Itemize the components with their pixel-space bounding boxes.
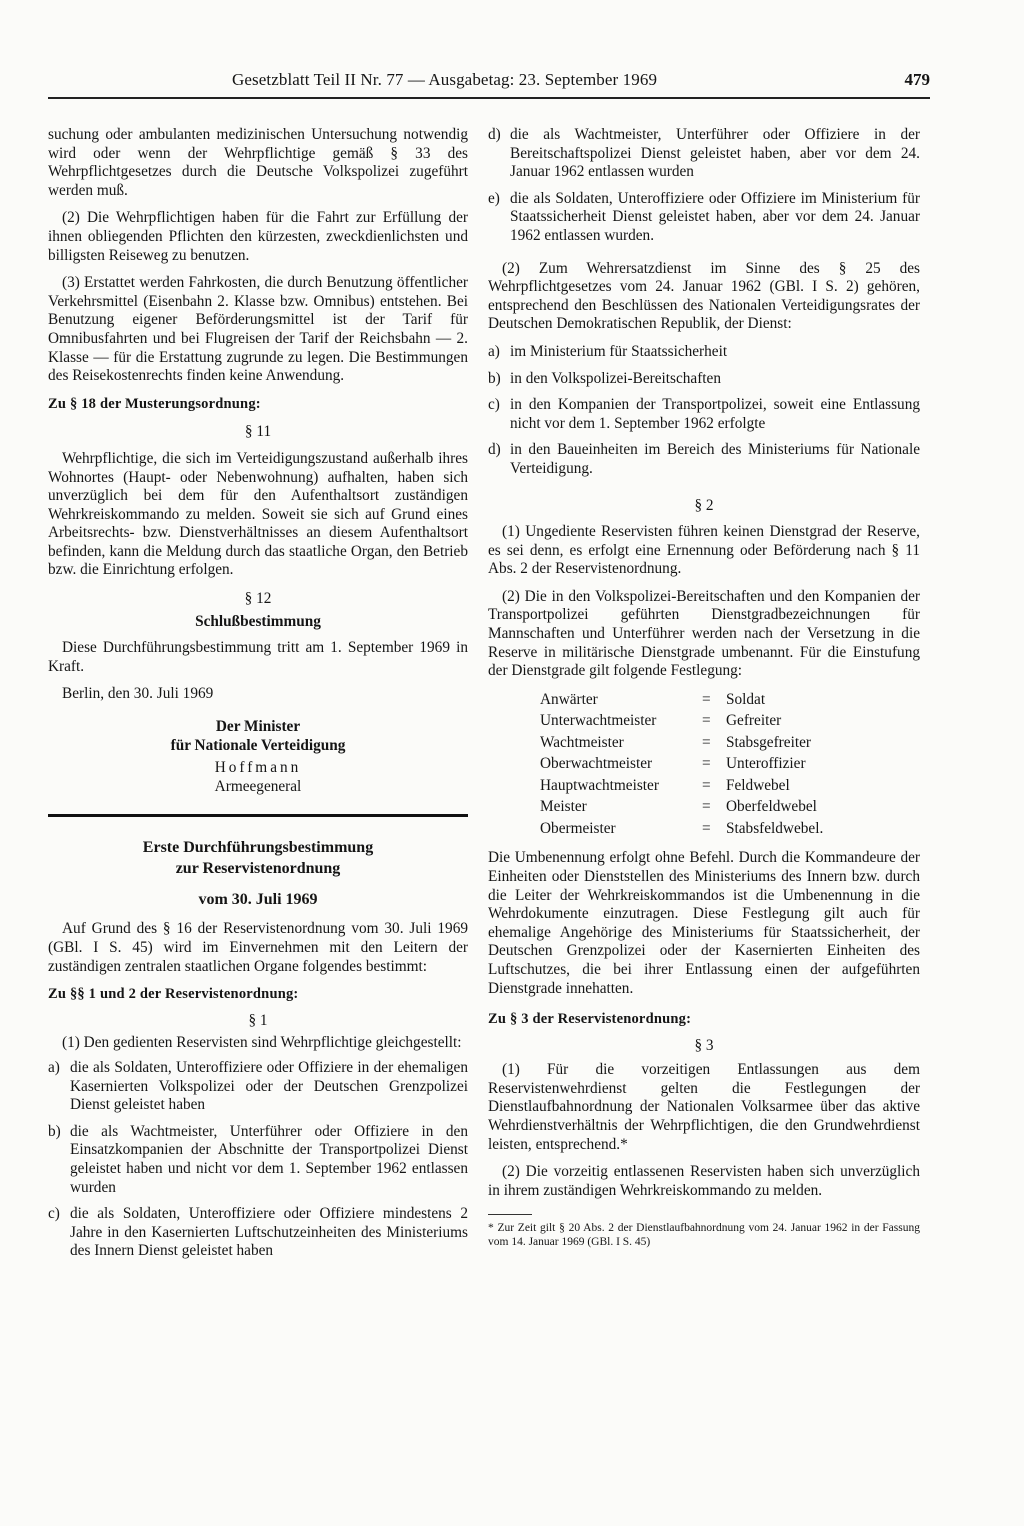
paragraph: (1) Ungediente Reservisten führen keinen Dienstgrad der Reserve, es sei denn, es erfolgt eine Ernennung oder Beförderung nach § 11 Abs. 2 der Reservistenordnung. xyxy=(488,523,920,578)
paragraph: Wehrpflichtige, die sich im Verteidigungszustand außerhalb ihres Wohnortes (Haupt- oder Nebenwohnung) aufhalten, haben sich unverzüglich bei dem für den Aufenthaltsort zuständigen Wehrkreiskommando zu melden. Soweit sie sich auf Grund eines Arbeitsrechts- bzw. Dienstverhältnisses an diesem Aufenthaltsort befinden, kann die Meldung durch das staatliche Organ, den Betrieb bzw. die Einrichtung erfolgen. xyxy=(48,449,468,579)
list-text: die als Wachtmeister, Unterführer oder Offiziere in der Bereitschaftspolizei Dienst geleistet haben, aber vor dem 24. Januar 1962 entlassen wurden xyxy=(510,126,920,181)
page-header xyxy=(48,70,930,98)
paragraph: (2) Die in den Volkspolizei-Bereitschaften und den Kompanien der Transportpolizei geführten Dienstgradbezeichnungen für Mannschaften und Unterführer werden nach der Versetzung in die Reserve in militärische Dienstgrade umbenannt. Für die Einstufung der Dienstgrade gilt folgende Festlegung: xyxy=(488,587,920,680)
list-text: im Ministerium für Staatssicherheit xyxy=(510,342,728,360)
signature-ministry: für Nationale Verteidigung xyxy=(170,736,346,754)
section-heading: Zu §§ 1 und 2 der Reservistenordnung: xyxy=(48,986,299,1003)
rank-equals: = xyxy=(702,776,711,794)
rank-to: Stabsfeldwebel. xyxy=(726,819,824,837)
rank-row xyxy=(540,734,823,756)
list-item xyxy=(48,1123,468,1197)
rank-from: Wachtmeister xyxy=(540,733,624,751)
list-item xyxy=(488,370,920,389)
paragraph: (1) Für die vorzeitigen Entlassungen aus dem Reservistenwehrdienst gelten die Festlegungen der Dienstlaufbahnordnung der Nationalen Volksarmee über das aktive Wehrdienstverhältnis der Wehrpflichtigen, die den Grundwehrdienst leisten, entsprechend.* xyxy=(488,1061,920,1153)
list-item xyxy=(48,1205,468,1261)
rank-to: Soldat xyxy=(726,690,766,708)
rank-row xyxy=(540,777,823,799)
page-number: 479 xyxy=(904,70,930,89)
rank-row xyxy=(540,820,823,842)
paragraph: (2) Zum Wehrersatzdienst im Sinne des § 25 des Wehrpflichtgesetzes vom 24. Januar 1962 (GBl. I S. 2) gehören, entsprechend den Beschlüssen des Nationalen Verteidigungsrates der Deutschen Demokratischen Republik, der Dienst: xyxy=(488,259,920,333)
paragraph-number: § 1 xyxy=(248,1011,268,1029)
list-item xyxy=(48,1059,468,1115)
rank-to: Gefreiter xyxy=(726,712,782,730)
rank-from: Meister xyxy=(540,798,587,816)
running-title: Gesetzblatt Teil II Nr. 77 — Ausgabetag: 23. September 1969 xyxy=(232,70,658,89)
rank-row xyxy=(540,755,823,777)
list-text: die als Soldaten, Unteroffiziere oder Offiziere im Ministerium für Staatssicherheit Dienst geleistet haben, aber vor dem 24. Januar 1962 entlassen wurden. xyxy=(510,189,920,244)
footnote-rule xyxy=(488,1214,532,1215)
list-text: in den Baueinheiten im Bereich des Ministeriums für Nationale Verteidigung. xyxy=(510,441,920,477)
list-label: b) xyxy=(488,369,501,387)
paragraph-number: § 3 xyxy=(694,1036,714,1054)
paragraph: Auf Grund des § 16 der Reservistenordnung vom 30. Juli 1969 (GBl. I S. 45) wird im Einvernehmen mit den Leitern der zuständigen zentralen staatlichen Organe folgendes bestimmt: xyxy=(48,920,468,975)
list-item xyxy=(488,126,920,182)
rank-from: Unterwachtmeister xyxy=(540,712,657,730)
rank-to: Stabsgefreiter xyxy=(726,733,811,751)
paragraph-title: Schlußbestimmung xyxy=(195,612,321,630)
paragraph: (3) Erstattet werden Fahrkosten, die durch Benutzung öffentlicher Verkehrsmittel (Eisenbahn 2. Klasse bzw. Omnibus) entstehen. Bei Benutzung eigener Beförderungsmittel ist der Tarif für Omnibusfahrten und bei Flugreisen der Tarif der Reichsbahn — 2. Klasse — für die Erstattung zugrunde zu legen. Die Bestimmungen des Reisekostenrechts finden keine Anwendung. xyxy=(48,274,468,385)
rank-to: Oberfeldwebel xyxy=(726,798,817,816)
list-text: die als Wachtmeister, Unterführer oder Offiziere in den Einsatzkompanien der Abschnitte der Transportpolizei Dienst geleistet haben und nicht vor dem 1. September 1962 entlassen wurden xyxy=(70,1122,468,1196)
paragraph-number: § 11 xyxy=(244,423,272,441)
list-text: die als Soldaten, Unteroffiziere oder Offiziere in der ehemaligen Kasernierten Volkspolizei oder der Deutschen Grenzpolizei Dienst geleistet haben xyxy=(70,1058,468,1114)
list-item xyxy=(488,190,920,246)
paragraph: Die Umbenennung erfolgt ohne Befehl. Durch die Kommandeure der Einheiten oder Dienststellen des Ministeriums des Innern bzw. durch die Leiter der Wehrkreiskommandos ist die Umbenennung in die Wehrdokumente einzutragen. Diese Festlegung gilt auch für ehemalige Angehörige des Ministeriums für Staatssicherheit, der Deutschen Grenzpolizei oder der Kasernierten Einheiten des Luftschutzes, die bei ihrer Entlassung einen der aufgeführten Dienstgrade innehatten. xyxy=(488,849,920,997)
document-date: vom 30. Juli 1969 xyxy=(198,891,318,909)
rank-to: Feldwebel xyxy=(726,776,790,794)
rank-equals: = xyxy=(702,819,711,837)
paragraph: (2) Die Wehrpflichtigen haben für die Fahrt zur Erfüllung der ihnen obliegenden Pflichten den kürzesten, zweckdienlichsten und billigsten Reiseweg zu benutzen. xyxy=(48,209,468,264)
list-label: d) xyxy=(488,126,501,143)
list-text: in den Kompanien der Transportpolizei, soweit eine Entlassung nicht vor dem 1. September 1962 erfolgte xyxy=(510,396,920,432)
rank-from: Anwärter xyxy=(540,690,598,708)
rank-from: Obermeister xyxy=(540,819,616,837)
paragraph-number: § 2 xyxy=(694,496,714,514)
list-item xyxy=(488,441,920,478)
list-label: c) xyxy=(488,396,500,414)
document-title: Erste Durchführungsbestimmung xyxy=(142,839,374,857)
list-text: in den Volkspolizei-Bereitschaften xyxy=(510,369,721,387)
signature-rank: Armeegeneral xyxy=(214,777,302,795)
list-item xyxy=(488,396,920,433)
paragraph-number: § 12 xyxy=(244,590,272,608)
section-heading: Zu § 3 der Reservistenordnung: xyxy=(488,1011,692,1028)
rank-equals: = xyxy=(702,733,711,751)
rank-from: Oberwachtmeister xyxy=(540,755,653,773)
rank-from: Hauptwachtmeister xyxy=(540,776,659,794)
list-label: d) xyxy=(488,441,501,459)
place-date: Berlin, den 30. Juli 1969 xyxy=(62,685,214,703)
paragraph: Diese Durchführungsbestimmung tritt am 1. September 1969 in Kraft. xyxy=(48,639,468,675)
rank-row xyxy=(540,712,823,734)
list-label: b) xyxy=(48,1122,61,1140)
rank-row xyxy=(540,798,823,820)
rank-row xyxy=(540,691,823,713)
list-label: a) xyxy=(48,1058,60,1076)
list-label: a) xyxy=(488,342,500,360)
paragraph: (1) Den gedienten Reservisten sind Wehrpflichtige gleichgestellt: xyxy=(62,1034,462,1052)
left-column xyxy=(48,126,468,1269)
list-label: c) xyxy=(48,1205,60,1223)
signature-title: Der Minister xyxy=(215,718,301,736)
paragraph: (2) Die vorzeitig entlassenen Reservisten haben sich unverzüglich in ihrem zuständigen Wehrkreiskommando zu melden. xyxy=(488,1163,920,1199)
paragraph: suchung oder ambulanten medizinischen Untersuchung notwendig wird oder wenn der Wehrpflichtige gemäß § 33 des Wehrpflichtgesetzes durch die Deutsche Volkspolizei zugeführt werden muß. xyxy=(48,126,468,199)
rank-equals: = xyxy=(702,690,711,708)
rank-equals: = xyxy=(702,712,711,730)
list-item xyxy=(488,343,920,362)
footnote: * Zur Zeit gilt § 20 Abs. 2 der Dienstlaufbahnordnung vom 24. Januar 1962 in der Fassung vom 14. Januar 1969 (GBl. I S. 45) xyxy=(488,1222,920,1249)
rank-table xyxy=(540,691,823,842)
signature-name: Hoffmann xyxy=(214,759,302,777)
list-text: die als Soldaten, Unteroffiziere oder Offiziere mindestens 2 Jahre in den Kasernierten Luftschutzeinheiten des Ministeriums des Innern Dienst geleistet haben xyxy=(70,1205,468,1260)
section-divider xyxy=(48,814,468,817)
header-rule xyxy=(48,97,930,99)
rank-to: Unteroffizier xyxy=(726,755,806,773)
right-column xyxy=(488,126,920,1249)
rank-equals: = xyxy=(702,755,711,773)
section-heading: Zu § 18 der Musterungsordnung: xyxy=(48,395,261,412)
list-label: e) xyxy=(488,189,500,207)
rank-equals: = xyxy=(702,798,711,816)
document-subtitle: zur Reservistenordnung xyxy=(175,860,341,878)
